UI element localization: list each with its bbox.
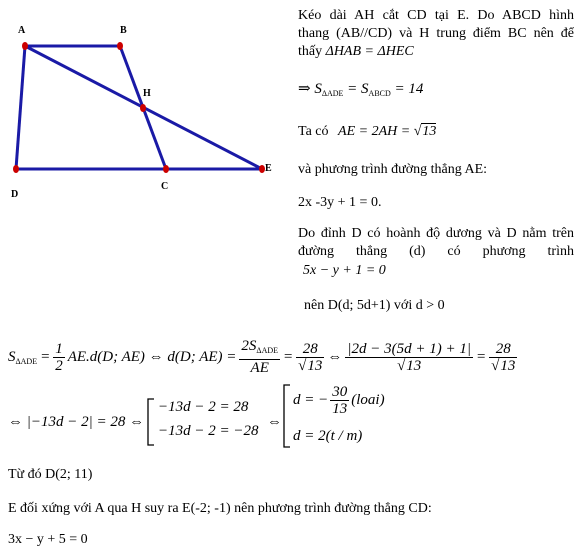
point-c <box>163 165 169 173</box>
math-fragment: $S_{\Delta ADE}$ <box>8 348 38 366</box>
paragraph-line: 2x -3y + 1 = 0. <box>298 195 382 210</box>
math-fragment: = <box>475 348 487 365</box>
paragraph-line: Do đỉnh D có hoành độ dương và D nằm trên <box>298 226 574 241</box>
text-fragment: Ta có <box>298 124 329 139</box>
label-d: D <box>11 189 19 200</box>
case-line: −13d − 2 = 28 <box>158 399 249 415</box>
math-fragment: AE = 2AH = <box>338 124 411 139</box>
radicand: 13 <box>422 124 437 139</box>
math-fragment: = <box>283 348 294 365</box>
trapezoid-figure <box>0 0 290 210</box>
distance-equation <box>8 338 517 376</box>
point-a <box>22 42 28 50</box>
conclusion-line: E đối xứng với A qua H suy ra E(-2; -1) nên phương trình đường thẳng CD: <box>8 501 432 516</box>
line-d-equation: 5x − y + 1 = 0 <box>303 263 386 278</box>
fraction-2s-over-ae: $\frac{2S_{\Delta ADE}}{AE}$ <box>241 338 279 376</box>
line-cd-equation: 3x − y + 5 = 0 <box>8 532 88 547</box>
label-h: H <box>143 88 151 99</box>
label-e: E <box>265 163 272 174</box>
math-subscript: ΔADE <box>321 89 344 98</box>
paragraph-line: và phương trình đường thẳng AE: <box>298 162 488 177</box>
fraction-half: $\frac{1}{2}$ <box>55 340 63 374</box>
math-fragment: AE.d(D; AE) ⇔ d(D; AE) = <box>67 348 237 365</box>
case-line: d = − $\frac{30}{13}$ (loai) <box>293 384 385 417</box>
math-fragment: ⇒ S <box>298 81 322 97</box>
case-line: −13d − 2 = −28 <box>158 423 259 439</box>
point-h <box>140 104 146 112</box>
area-equation <box>298 80 423 103</box>
math-fragment: = 14 <box>390 81 424 97</box>
text-fragment: thấy <box>298 44 323 59</box>
bracket <box>282 384 292 448</box>
paragraph-line: nên D(d; 5d+1) với d > 0 <box>304 298 445 313</box>
math-fragment: ⇔ |−13d − 2| = 28 ⇔ <box>8 414 145 430</box>
case-line: d = 2(t / m) <box>293 428 363 444</box>
fraction-28-over-sqrt13: $\frac{28}{√13}$ <box>491 340 516 374</box>
label-b: B <box>120 25 127 36</box>
math-subscript: ABCD <box>368 89 391 98</box>
math-fragment: = <box>40 348 51 365</box>
congruence-expression: ΔHAB = ΔHEC <box>325 44 414 59</box>
conclusion-line: Từ đó D(2; 11) <box>8 467 93 482</box>
paragraph-line: thang (AB//CD) và H trung điểm BC nên để <box>298 26 574 41</box>
bracket <box>146 398 156 446</box>
math-fragment: ⇔ <box>267 414 282 430</box>
math-fragment: ⇔ <box>327 348 343 365</box>
paragraph-line: đường thẳng (d) có phương trình <box>298 244 574 259</box>
point-d <box>13 165 19 173</box>
fraction-28-over-sqrt13: $\frac{28}{√13}$ <box>298 340 323 374</box>
point-b <box>117 42 123 50</box>
paragraph-line <box>298 43 414 61</box>
segment-ad <box>16 46 25 169</box>
label-a: A <box>18 25 26 36</box>
math-fragment: = S <box>343 81 369 97</box>
fraction-distance-formula: $\frac{|2d - 3(5d + 1) + 1|}{√13}$ <box>347 340 471 374</box>
sqrt-expression: √13 <box>413 124 437 139</box>
ae-length-line <box>298 123 436 141</box>
label-c: C <box>161 181 169 192</box>
paragraph-line: Kéo dài AH cắt CD tại E. Do ABCD hình <box>298 8 574 23</box>
